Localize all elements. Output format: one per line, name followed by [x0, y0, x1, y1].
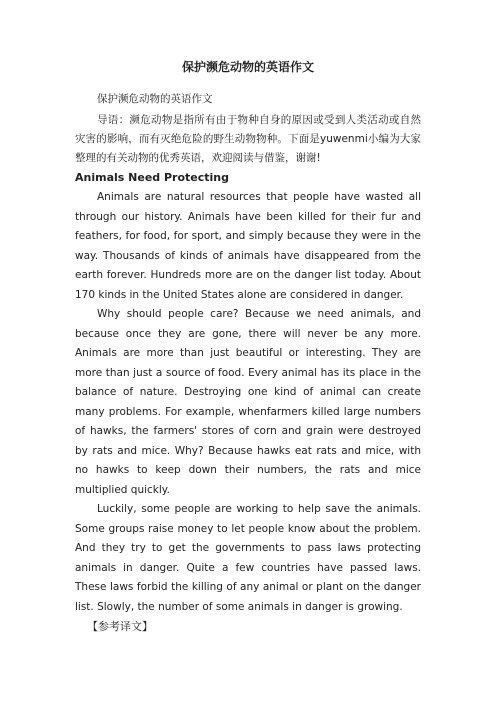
intro-paragraph: 导语：濒危动物是指所有由于物种自身的原因或受到人类活动或自然灾害的影响，而有灭绝危险的野生动物物种。下面是yuwenmi小编为大家整理的有关动物的优秀英语，欢迎阅读与借鉴，谢谢! [75, 114, 421, 164]
reference-translation-label: 【参考译文】 [87, 620, 153, 633]
document-page [75, 60, 421, 637]
document-subtitle: 保护濒危动物的英语作文 [97, 93, 213, 105]
body-paragraph-2: Why should people care? Because we need animals, and because once they are gone, there will never be any more. Animals are more than just beautiful or interesting. They are more than just a source of food. Every animal has its place in the balance of nature. Destroying one kind of animal can create many problems. For example, whenfarmers killed large numbers of hawks, the farmers' stores of corn and grain were destroyed by rats and mice. Why? Because hawks eat rats and mice, with no hawks to keep down their numbers, the rats and mice multiplied quickly. [75, 308, 421, 496]
section-heading: Animals Need Protecting [75, 171, 229, 184]
body-paragraph-1: Animals are natural resources that people have wasted all through our history. Animals have been killed for their fur and feathers, for food, for sport, and simply because they were in the way. Thousands of kinds of animals have disappeared from the earth forever. Hundreds more are on the danger list today. About 170 kinds in the United States alone are considered in danger. [75, 191, 421, 301]
body-paragraph-3: Luckily, some people are working to help save the animals. Some groups raise money to let people know about the problem. And they try to get the governments to pass laws protecting animals in danger. Quite a few countries have passed laws. These laws forbid the killing of any animal or plant on the danger list. Slowly, the number of some animals in danger is growing. [75, 503, 421, 613]
page-title: 保护濒危动物的英语作文 [181, 60, 314, 74]
